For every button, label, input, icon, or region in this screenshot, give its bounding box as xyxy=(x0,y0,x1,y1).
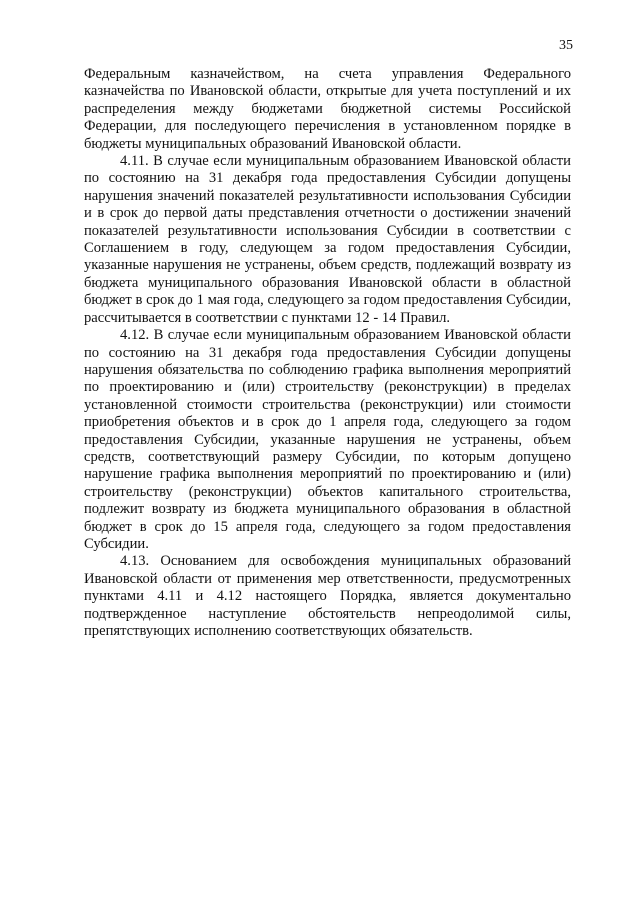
document-body xyxy=(84,66,571,640)
paragraph-continuation: Федеральным казначейством, на счета управления Федерального казначейства по Ивановской области, открытые для учета поступлений и их распределения между бюджетами бюджетной системы Российской Федерации, для последующего перечисления в установленном порядке в бюджеты муниципальных образований Ивановской области. xyxy=(84,66,571,152)
paragraph-clause-4-12: 4.12. В случае если муниципальным образованием Ивановской области по состоянию на 31 декабря года предоставления Субсидии допущены нарушения обязательства по соблюдению графика выполнения мероприятий по проектированию и (или) строительству (реконструкции) в пределах установленной стоимости строительства (реконструкции) или стоимости приобретения объектов и в срок до 1 апреля года, следующего за годом предоставления Субсидии, указанные нарушения не устранены, объем средств, соответствующий размеру Субсидии, по которым допущено нарушение графика выполнения мероприятий по проектированию и (или) строительству (реконструкции) объектов капитального строительства, подлежит возврату из бюджета муниципального образования в областной бюджет в срок до 15 апреля года, следующего за годом предоставления Субсидии. xyxy=(84,327,571,552)
paragraph-clause-4-11: 4.11. В случае если муниципальным образованием Ивановской области по состоянию на 31 декабря года предоставления Субсидии допущены нарушения значений показателей результативности использования Субсидии и в срок до первой даты представления отчетности о достижении значений показателей результативности использования Субсидии в соответствии с Соглашением в году, следующем за годом предоставления Субсидии, указанные нарушения не устранены, объем средств, подлежащий возврату из бюджета муниципального образования Ивановской области в областной бюджет в срок до 1 мая года, следующего за годом предоставления Субсидии, рассчитывается в соответствии с пунктами 12 - 14 Правил. xyxy=(84,153,571,326)
paragraph-clause-4-13: 4.13. Основанием для освобождения муниципальных образований Ивановской области от применения мер ответственности, предусмотренных пунктами 4.11 и 4.12 настоящего Порядка, является документально подтвержденное наступление обстоятельств непреодолимой силы, препятствующих исполнению соответствующих обязательств. xyxy=(84,553,571,639)
page-number: 35 xyxy=(559,38,573,53)
